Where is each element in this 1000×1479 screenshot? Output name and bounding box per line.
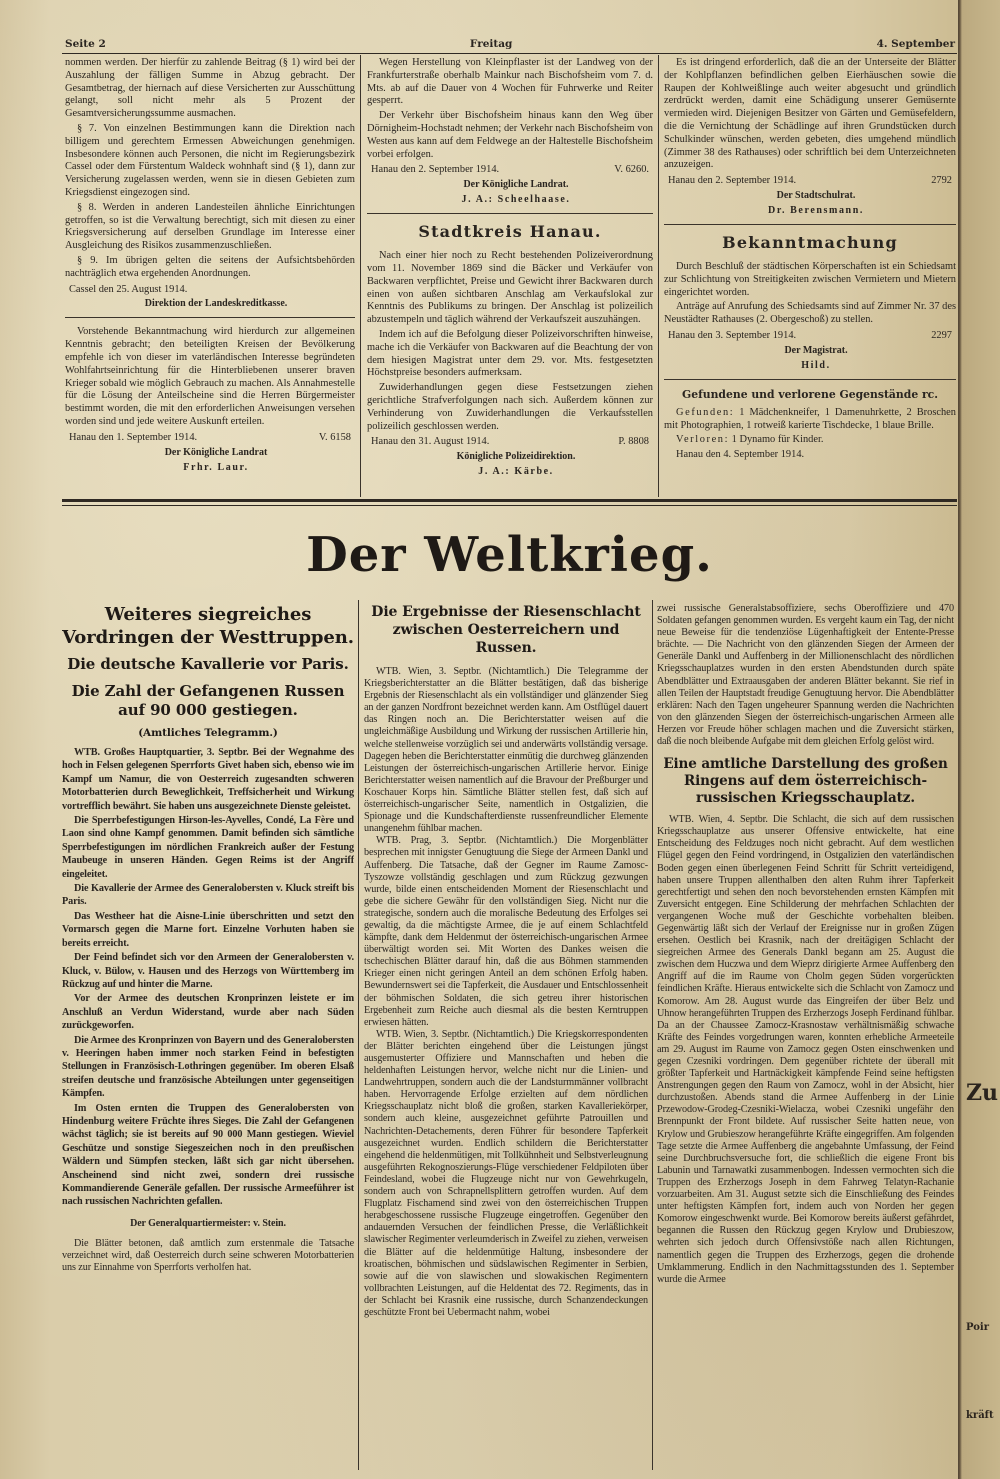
- notice-paragraph: Wegen Herstellung von Kleinpflaster ist der Landweg von der Frankfurterstraße oberhalb Mainkur nach Bischofsheim vom 7. d. Mts. ab auf die Dauer von 4 Wochen für Fuhrwerke und Reiter gesperrt.: [367, 57, 653, 107]
- section-heading: Stadtkreis Hanau.: [418, 222, 602, 242]
- notice-paragraph: Der Verkehr über Bischofsheim hinaus kann den Weg über Dörnigheim-Hochstadt nehmen; der Verkehr nach Bischofsheim von Westen aus kann auf dem Feldwege an der Haltestelle Bischofsheim vorbei erfolgen.: [367, 110, 653, 160]
- article-subheadline: Die Zahl der Gefangenen Russen auf 90 000 gestiegen.: [71, 682, 345, 719]
- notice-paragraph: Durch Beschluß der städtischen Körperschaften ist ein Schiedsamt zur Schlichtung von Streitigkeiten zwischen Vermietern und Mietern eingerichtet worden.: [664, 260, 956, 298]
- article-body: [62, 746, 354, 1209]
- notice-paragraph: Anträge auf Anrufung des Schiedsamts sind auf Zimmer Nr. 37 des Neustädter Rathauses (2. Obergeschoß) zu stellen.: [664, 301, 956, 326]
- article-headline: Weiteres siegreiches Vordringen der Westtruppen.: [62, 604, 354, 648]
- dateline-text: Hanau den 31. August 1914.: [371, 436, 490, 448]
- article-paragraph: Die Sperrbefestigungen Hirson-les-Ayvelles, Condé, La Fère und Laon sind ohne Kampf genommen. Damit befinden sich sämtliche Sperrbefestigungen im nördlichen Frankreich außer der Festung Maubeuge in unseren Händen. Gegen Reims ist der Angriff eingeleitet.: [62, 815, 354, 880]
- reference-number: P. 8808: [618, 436, 649, 448]
- dateline: [664, 330, 956, 343]
- upper-column-2: [367, 57, 653, 497]
- article-paragraph: Vor der Armee des deutschen Kronprinzen leistete er im Anschluß an Verdun Widerstand, wurde aber nach Süden zurückgeworfen.: [62, 993, 354, 1032]
- article-paragraph: WTB. Wien, 3. Septbr. (Nichtamtlich.) Die Telegramme der Kriegsberichterstatter an die Blätter bestätigen, daß das bisherige Ergebnis der Riesenschlacht als ein vollständiger und glänzender Sieg an der ganzen Nordfront bezeichnet werden kann. Am Ostflügel dauert das Ringen noch an. Die Berichterstatter weisen auf die ungleichmäßige Ausbildung und Wirkung der russischen Artillerie hin, welche stellenweise vorzüglich sei und anderwärts vollständig versage. Dagegen heben die Berichterstatter einmütig die durchweg glänzenden Leistungen der österreichisch-ungarischen Artillerie hervor. Einige Berichterstatter weisen namentlich auf die Bravour der Preßburger und Koschauer Korps hin. Sämtliche Blätter stellen fest, daß sich auf österreichisch-ungarischer Seite, namentlich in Ostgalizien, die Spionage und die Kundschafterdienste russenfreundlicher Elemente unangenehm fühlbar machen.: [364, 666, 648, 835]
- column-divider: [358, 600, 359, 1470]
- notice-divider: [664, 224, 956, 225]
- notice-paragraph: Indem ich auf die Befolgung dieser Polizeivorschriften hinweise, mache ich die Verkäufer von Backwaren auf die Beachtung der von dem hiesigen Magistrat unter dem 29. vor. Mts. festgesetzten Höchstpreise besonders aufmerksam.: [367, 328, 653, 379]
- notice-paragraph: Vorstehende Bekanntmachung wird hierdurch zur allgemeinen Kenntnis gebracht; den beteiligten Kreisen der Bevölkerung empfehle ich von dieser im vaterländischen Interesse begründeten Wohlfahrtseinrichtung für die Hinterbliebenen unserer braven Krieger sobald wie möglich Gebrauch zu machen. Als Annahmestelle für die Lösung der Anteilscheine sind die Herren Bürgermeister bestimmt worden, die mit den erforderlichen Anweisungen versehen worden sind und jede weitere Auskunft erteilen.: [65, 326, 355, 427]
- notice-divider: [367, 213, 653, 214]
- edge-fragment: Zu: [966, 1080, 999, 1106]
- article-paragraph: Im Osten ernten die Truppen des Generalobersten von Hindenburg weitere Früchte ihres Sieges. Die Zahl der Gefangenen wächst täglich; sie ist bereits auf 90 000 Mann gestiegen. Wieviel Geschütze und sonstige Siegeszeichen noch in den preußischen Wäldern und Sümpfen stecken, läßt sich gar nicht übersehen. Anscheinend sind nicht zwei, sondern drei russische Kommandierende Generäle gefallen. Der russische Armeeführer ist nach russischen Nachrichten gefallen.: [62, 1102, 354, 1208]
- signature: Direktion der Landeskreditkasse.: [144, 298, 288, 310]
- reference-number: V. 6158: [318, 431, 351, 443]
- dateline-text: Hanau den 1. September 1914.: [69, 431, 198, 443]
- signature: Der Magistrat.: [784, 344, 848, 356]
- notice-divider: [65, 317, 355, 318]
- dateline-text: Hanau den 2. September 1914.: [668, 175, 797, 187]
- upper-column-3: [664, 57, 956, 497]
- adjacent-page-edge: [958, 0, 1000, 1479]
- article-paragraph: Die Armee des Kronprinzen von Bayern und des Generalobersten v. Heeringen haben immer noch starken Feind in befestigten Stellungen in Französisch-Lothringen gegenüber. Im oberen Elsaß streifen deutsche und französische Abteilungen unter gegenseitigen Kämpfen.: [62, 1034, 354, 1100]
- signature: Königliche Polizeidirektion.: [456, 451, 576, 463]
- article-paragraph: Die Kavallerie der Armee des Generalobersten v. Kluck streift bis Paris.: [62, 883, 354, 908]
- article-source: (Amtliches Telegramm.): [138, 727, 278, 739]
- column-divider: [652, 600, 653, 1470]
- notice-paragraph: Nach einer hier noch zu Recht bestehenden Polizeiverordnung vom 11. November 1869 sind die Bäcker und Verkäufer von Backwaren verpflichtet, Preise und Gewicht ihrer Backwaren durch einen von außen sichtbaren Anschlag am Verkaufslokal zur Kenntnis des Publikums zu bringen. Der Anschlag ist polizeilich abzustempeln und täglich während der Verkaufszeit auszuhängen.: [367, 250, 653, 326]
- signature: Der Stadtschulrat.: [776, 189, 856, 201]
- dateline-text: Cassel den 25. August 1914.: [69, 283, 188, 295]
- signature-name: J. A.: Scheelhaase.: [461, 194, 571, 206]
- dateline-text: Hanau den 4. September 1914.: [676, 449, 805, 461]
- signature-name: J. A.: Kärbe.: [478, 466, 554, 478]
- signature-name: Frhr. Laur.: [183, 461, 249, 473]
- page-header: [65, 37, 955, 51]
- signature-name: Hild.: [801, 359, 831, 371]
- column-divider: [360, 55, 361, 497]
- article-subheadline: Die deutsche Kavallerie vor Paris.: [67, 655, 349, 673]
- article-paragraph: Das Westheer hat die Aisne-Linie überschritten und setzt den Vormarsch gegen die Marne fort. Einzelne Vorhuten haben sie bereits erreicht.: [62, 910, 354, 949]
- section-rule-thick: [62, 499, 957, 502]
- reference-number: 2297: [931, 329, 952, 341]
- notice-paragraph: Es ist dringend erforderlich, daß die an der Unterseite der Blätter der Kohlpflanzen befindlichen gelben Eierhäuschen sowie die Raupen der Kohlweißlinge auch weiter abgesucht und gründlich zerdrückt werden, damit eine Schädigung unserer Gemüsernte vermieden wird. Diejenigen Besitzer von Gärten und Gemüsefeldern, die die Vernichtung der Schädlinge auf ihren Grundstücken durch Schulkinder wünschen, werden gebeten, dies umgehend mündlich (Zimmer 38 des Rathauses) oder schriftlich bei dem Unterzeichneten anzuzeigen.: [664, 57, 956, 171]
- notice-paragraph: nommen werden. Der hierfür zu zahlende Beitrag (§ 1) wird bei der Auszahlung der fälligen Summe in Abzug gebracht. Der Gesamtbetrag, der hiernach auf diese Versicherten zur Ausschüttung gelangt, soll nicht mehr als 5 Prozent der Gesamtversicherungssumme ausmachen.: [65, 57, 355, 120]
- notice-paragraph: Zuwiderhandlungen gegen diese Festsetzungen ziehen gerichtliche Strafverfolgungen nach sich. Außerdem können zur Verhinderung von Zuwiderhandlungen die Verkaufsstellen polizeilich geschlossen werden.: [367, 382, 653, 432]
- dateline: [664, 175, 956, 188]
- weekday: Freitag: [469, 38, 513, 50]
- article-headline: Die Ergebnisse der Riesenschlacht zwischen Oesterreichern und Russen.: [371, 604, 641, 656]
- section-rule-thin: [62, 505, 957, 506]
- dateline-text: Hanau den 2. September 1914.: [371, 164, 500, 176]
- section-heading: Gefundene und verlorene Gegenstände rc.: [682, 387, 938, 401]
- section-title: Der Weltkrieg.: [306, 527, 713, 583]
- article-paragraph: WTB. Wien, 3. Septbr. (Nichtamtlich.) Die Kriegskorrespondenten der Blätter berichten eingehend über die Leistungen jüngst ausgemusterter Offiziere und Mannschaften und heben die heldenhaften Leistungen hervor, welche nicht nur die Linien- und Landwehrtruppen, sondern auch die der Landsturmmänner vollbracht haben. Hervorragende Erfolge erzielten auf dem nördlichen Kriegsschauplatz nicht bloß die großen, starken Kavalleriekörper, sondern auch kleine, ausgezeichnet geführte Patrouillen und Nachrichten-Detachements, deren Führer für besondere Tapferkeit ausgezeichnet wurden. Endlich schildern die Berichterstatter eingehend die heldenmütigen, mit Tollkühnheit und Selbstverleugnung ausgeführten Rekognoszierungs-Flüge verschiedener Feldpiloten über Feindesland, wobei die Flugzeuge nicht nur von Gewehrkugeln, sondern auch von Schrapnellsplittern getroffen wurden. Auf dem Flugplatz Fischamend sind zwei von den österreichischen Truppen herabgeschossene russische Flugzeuge eingetroffen. Gegenüber den andauernden Versuchen der feindlichen Presse, die Verläßlichkeit slawischer Regimenter verleumderisch in Zweifel zu ziehen, verweisen die Blätter auf die heldenmütige Haltung, insbesondere der kroatischen, böhmischen und südslawischen Regimenter in Serbien, sowie auf die von slawischen und slowakischen Regimentern vollbrachten Leistungen, auf die Heldentat des 72. Regiments, das in der Schlacht bei Krasnik eine russische, durch Schanzendeckungen geschützte Front bei Uebermacht nahm, wobei: [364, 1028, 648, 1318]
- found-items: [664, 407, 956, 433]
- article-headline: Eine amtliche Darstellung des großen Ringens auf dem österreichisch-russischen Kriegsschauplatz.: [663, 756, 948, 807]
- page-number: Seite 2: [65, 38, 106, 50]
- dateline-text: Hanau den 3. September 1914.: [668, 329, 797, 341]
- edge-fragment: kräft: [966, 1410, 994, 1421]
- found-label: Gefunden:: [676, 406, 735, 418]
- signature-name: Dr. Berensmann.: [768, 204, 864, 216]
- dateline: [367, 436, 653, 449]
- issue-date: 4. September: [876, 38, 955, 50]
- found-list: 1 Mädchenkneifer, 1 Damenuhrkette, 2 Broschen mit Photographien, 1 rotweiß karierte Tischdecke, 1 blaue Brille.: [664, 406, 956, 431]
- column-divider: [658, 55, 659, 497]
- section-heading: Bekanntmachung: [722, 232, 898, 252]
- dateline: [65, 432, 355, 445]
- article-paragraph: Die Blätter betonen, daß amtlich zum erstenmale die Tatsache verzeichnet wird, daß Oesterreich durch seine schweren Motorbatterien uns zur Einnahme von Sperrforts verholfen hat.: [62, 1237, 354, 1273]
- lower-column-2: [364, 603, 648, 1468]
- article-paragraph: WTB. Prag, 3. Septbr. (Nichtamtlich.) Die Morgenblätter besprechen mit innigster Genugtuung die Siege der Armeen Dankl und Auffenberg. Die Tatsache, daß der Gegner im Raume Zamosc-Tyszowze vollständig geschlagen und zum Rückzug gezwungen wurde, bilde einen entscheidenden Moment der Riesenschlacht und gebe die sichere Gewähr für den vollständigen Sieg. Nicht nur die strategische, sondern auch die moralische Bedeutung des Erfolges sei gewaltig, da die mächtigste Armee, die je auf einem Schlachtfeld kämpfte, dank dem Heldenmut der österreichisch-ungarischen Armee überwältigt worden sei. Mit Worten des Dankes weisen die tschechischen Blätter darauf hin, daß die aus Böhmen stammenden Krieger einen nicht geringen Anteil an dem schönen Erfolg haben. Bewundernswert sei die Tapferkeit, die Ausdauer und Entschlossenheit der böhmischen Soldaten, die sich getreu ihrer historischen Ergebenheit zum Reiche auch diesmal als die besten Kerntruppen erwiesen hätten.: [364, 835, 648, 1028]
- lost-items: [664, 434, 956, 447]
- notice-paragraph: § 7. Von einzelnen Bestimmungen kann die Direktion nach billigem und gerechtem Ermessen Abweichungen genehmigen. Insbesondere können auch Personen, die nicht im Regierungsbezirk Cassel oder dem Fürstentum Waldeck wohnhaft sind (§ 1), dann zur Versicherung zugelassen werden, wenn sie in diesen Gebieten zum Kriegsdienst eingezogen sind.: [65, 122, 355, 198]
- header-rule: [62, 53, 957, 54]
- edge-fragment: Poir: [966, 1322, 989, 1333]
- reference-number: V. 6260.: [614, 164, 649, 176]
- signature: Der Königliche Landrat.: [463, 179, 569, 191]
- lost-list: 1 Dynamo für Kinder.: [731, 434, 824, 446]
- notice-paragraph: § 9. Im übrigen gelten die seitens der Aufsichtsbehörden nachträglich etwa ergehenden Anordnungen.: [65, 254, 355, 279]
- signature: Der Königliche Landrat: [164, 446, 268, 458]
- article-paragraph: Der Feind befindet sich vor den Armeen der Generalobersten v. Kluck, v. Bülow, v. Hausen und des Herzogs von Württemberg im Rückzug auf und hinter die Marne.: [62, 952, 354, 990]
- lost-label: Verloren:: [676, 434, 730, 446]
- article-paragraph: WTB. Großes Hauptquartier, 3. Septbr. Bei der Wegnahme des hoch in Felsen gelegenen Sperrforts Givet haben sich, ebenso wie im Kampf um Namur, die von Oesterreich zugesandten schweren Motorbatterien durch Beweglichkeit, Treffsicherheit und Wirkung vortrefflich bewährt. Sie haben uns ausgezeichnete Dienste geleistet.: [62, 747, 354, 812]
- upper-column-1: [65, 57, 355, 497]
- dateline: [367, 164, 653, 177]
- notice-divider: [664, 379, 956, 380]
- article-paragraph: WTB. Wien, 4. Septbr. Die Schlacht, die sich auf dem russischen Kriegsschauplatze aus unserer Offensive entwickelte, hat eine Entscheidung des Feldzuges noch nicht gebracht. Auf dem westlichen Flügel gegen den Feind vordringend, in Ostgalizien den vaterländischen Boden gegen einen überlegenen Feind Schritt für Schritt verteidigend, haben unsere Truppen allenthalben den alten Ruhm ihrer Tapferkeit gerechtfertigt und sehen den noch bevorstehenden ernsten Kämpfen mit Zuversicht entgegen. Eine Schilderung der mehrfachen Schlachten der vergangenen Woche muß der Geschichte vorbehalten bleiben. Gegenwärtig läßt sich der Verlauf der Ereignisse nur in großen Zügen ersehen. Oestlich bei Krasnik, nach der dreitägigen Schlacht der siegreichen Armee des Generals Dankl begann am 25. August die zwischen dem Huczwa und dem Wieprz dirigierte Armee Auffenberg den Angriff auf die im Raume von Cholm gegen Süden vorgerückten feindlichen Kräfte. Hieraus entwickelte sich die Schlacht von Zamocz und Komorow. Am 28. August wurde das Eingreifen der über Belz und Uhnow herangeführten Truppen des Erzherzogs Joseph Ferdinand fühlbar. Da an der Chaussee Zamocz-Krasnostaw verhältnismäßig schwache Kräfte des Feindes vorgedrungen waren, konnten erhebliche Armeeteile am 29. August im Raume von Zamocz gegen Osten einschwenken und gegen Czesniki vordringen. Dem gegenüber richtete der überall mit größter Tapferkeit und Hartnäckigkeit kämpfende Feind seine heftigsten Anstrengungen gegen den Raum von Zamocz, wohl in der Absicht, hier durchzustoßen. Abends stand die Armee Auffenberg in der Linie Przewodow-Grodeg-Czesniki-Wielacza, wobei Czesniki ungefähr den Brennpunkt der Front bildete. Auf russischer Seite hatten neue, von Krylow und Grubieszow herangeführte Kräfte eingegriffen. Am folgenden Tage setzte die Armee Auffenberg die angebahnte Umfassung, der Feind seine Durchbruchsversuche fort, die schließlich die eigene Front bis Labunin und Tarnawatki zusammenbogen. Indessen vermochten sich die Truppen des Erzherzogs Joseph in dem Fahrweg Telatyn-Rachanie vorzuarbeiten. Am 31. August setzte sich die Einschließung des Feindes unter heftigsten Kämpfen fort, indem auch von Norden her gegen Komorow eingeschwenkt wurde. Bei Komorow bereits äußerst gefährdet, begannen die Russen den Rückzug gegen Krylow und Drubieszow, wehrten sich jedoch durch Offensivstöße nach allen Richtungen, namentlich gegen die Truppen des Erzherzogs, gegen die drohende Umklammerung. Endlich in den Nachmittagsstunden des 1. September wurde die Armee: [657, 814, 954, 1285]
- dateline: [65, 284, 355, 297]
- article-paragraph: zwei russische Generalstabsoffiziere, sechs Oberoffiziere und 470 Soldaten gefangen genommen wurden. Es vergeht kaum ein Tag, der nicht neue Beweise für die tendenziöse Lügenhaftigkeit der Entente-Presse brächte. — Die Nachricht von den glänzenden Siegen der Armeen der Generäle Dankl und Auffenberg in der Millionenschlacht des nördlichen Kriegsschauplatzes wurden in den ersten Abendstunden durch späte Abendblätter und Extraausgaben der anderen Blätter bekannt. Sie rief in allen Teilen der Hauptstadt freudige Genugtuung hervor. Die Abendblätter erklären: Nach den Tagen ungeheurer Spannung werden die Nachrichten von den glänzenden Siegen der österreichisch-ungarischen Armeen alle Herzen vor Freude höher schlagen machen und die Zuversicht stärken, daß die noch bleibende Aufgabe mit dem gleichen Erfolg gelöst wird.: [657, 603, 954, 748]
- lower-column-3: [657, 603, 954, 1468]
- reference-number: 2792: [931, 175, 952, 187]
- notice-paragraph: § 8. Werden in anderen Landesteilen ähnliche Einrichtungen getroffen, so ist die Verwaltung berechtigt, sich mit diesen zu einer Kriegsversicherung auf derselben Grundlage im Interesse einer Ausgleichung des Risikos zusammenzuschließen.: [65, 201, 355, 252]
- lower-column-1: [62, 603, 354, 1468]
- article-signature: Der Generalquartiermeister: v. Stein.: [130, 1217, 286, 1229]
